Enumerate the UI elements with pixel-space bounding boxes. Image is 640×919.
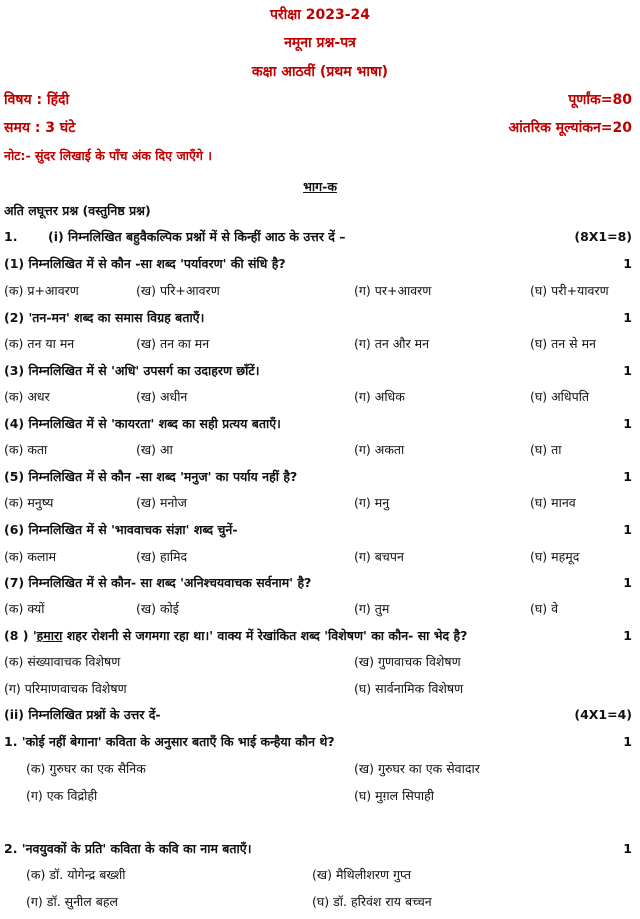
option-a: (क) मनुष्य bbox=[4, 495, 54, 510]
option-c: (ग) अकता bbox=[354, 442, 405, 457]
option-a: (क) अधर bbox=[4, 389, 50, 404]
question-number: 1. bbox=[4, 229, 18, 244]
option-a: (क) कलाम bbox=[4, 549, 57, 564]
note: नोट:- सुंदर लिखाई के पाँच अंक दिए जाएँगे । bbox=[4, 148, 213, 163]
option-b: (ख) मनोज bbox=[136, 495, 187, 510]
mcq-question: (2) 'तन-मन' शब्द का समास विग्रह बताएँ। 1 bbox=[0, 307, 640, 329]
option-a: (क) संख्यावाचक विशेषण bbox=[4, 654, 121, 669]
question-options bbox=[0, 891, 640, 913]
option-c: (ग) अधिक bbox=[354, 389, 405, 404]
class-title: कक्षा आठवीं (प्रथम भाषा) bbox=[251, 64, 389, 80]
mcq-question: (3) निम्नलिखित में से 'अधि' उपसर्ग का उदाहरण छाँटें। 1 bbox=[0, 360, 640, 382]
mcq-question: (1) निम्नलिखित में से कौन -सा शब्द 'पर्यावरण' की संधि है? 1 bbox=[0, 253, 640, 275]
option-d: (घ) सार्वनामिक विशेषण bbox=[354, 681, 464, 696]
option-b: (ख) गुणवाचक विशेषण bbox=[354, 654, 461, 669]
mcq-marks: 1 bbox=[623, 416, 632, 431]
option-b: (ख) हामिद bbox=[136, 549, 188, 564]
option-c: (ग) तुम bbox=[354, 601, 390, 616]
mcq-marks: 1 bbox=[623, 575, 632, 590]
option-b: (ख) तन का मन bbox=[136, 336, 210, 351]
option-b: (ख) कोई bbox=[136, 601, 179, 616]
option-d: (घ) ता bbox=[530, 442, 562, 457]
subject-row bbox=[0, 89, 640, 111]
option-b: (ख) मैथिलीशरण गुप्त bbox=[312, 867, 412, 882]
mcq-options bbox=[0, 439, 640, 461]
mcq-options bbox=[0, 280, 640, 302]
option-d: (घ) मुग़ल सिपाही bbox=[354, 788, 434, 803]
mcq-options bbox=[0, 386, 640, 408]
question-marks: 1 bbox=[623, 734, 632, 749]
option-a: (क) प्र+आवरण bbox=[4, 283, 79, 298]
section-subtitle: अति लघूत्तर प्रश्न (वस्तुनिष्ठ प्रश्न) bbox=[4, 203, 151, 218]
question-1-marks: (8X1=8) bbox=[574, 229, 632, 244]
mcq-question: (7) निम्नलिखित में से कौन- सा शब्द 'अनिश्चयवाचक सर्वनाम' है? 1 bbox=[0, 572, 640, 594]
option-b: (ख) अधीन bbox=[136, 389, 188, 404]
section-title: भाग-क bbox=[303, 179, 337, 194]
option-a: (क) क्यों bbox=[4, 601, 45, 616]
mcq-marks: 1 bbox=[623, 522, 632, 537]
option-d: (घ) परी+यावरण bbox=[530, 283, 609, 298]
option-c: (ग) एक विद्रोही bbox=[26, 788, 98, 803]
option-c: (ग) पर+आवरण bbox=[354, 283, 432, 298]
mcq-question: (6) निम्नलिखित में से 'भाववाचक संज्ञा' शब्द चुनें- 1 bbox=[0, 519, 640, 541]
mcq-marks: 1 bbox=[623, 628, 632, 643]
question-options bbox=[0, 758, 640, 780]
time-row bbox=[0, 117, 640, 139]
option-a: (क) गुरुघर का एक सैनिक bbox=[26, 761, 146, 776]
option-d: (घ) मानव bbox=[530, 495, 576, 510]
option-b: (ख) परि+आवरण bbox=[136, 283, 220, 298]
question-1-text: (i) निम्नलिखित बहुवैकल्पिक प्रश्नों में से किन्हीं आठ के उत्तर दें – bbox=[48, 229, 346, 244]
option-d: (घ) तन से मन bbox=[530, 336, 596, 351]
question-marks: 1 bbox=[623, 841, 632, 856]
option-d: (घ) महमूद bbox=[530, 549, 580, 564]
option-c: (ग) परिमाणवाचक विशेषण bbox=[4, 681, 127, 696]
underlined-word: हमारा bbox=[36, 628, 63, 643]
question-options bbox=[0, 785, 640, 807]
part-2-header bbox=[0, 704, 640, 726]
option-c: (ग) मनु bbox=[354, 495, 390, 510]
question-options bbox=[0, 864, 640, 886]
mcq-question: (8 ) 'हमारा शहर रोशनी से जगमगा रहा था।' वाक्य में रेखांकित शब्द 'विशेषण' का कौन- सा भेद है? 1 bbox=[0, 625, 640, 647]
option-b: (ख) गुरुघर का एक सेवादार bbox=[354, 761, 480, 776]
option-c: (ग) डॉ. सुनील बहल bbox=[26, 894, 118, 909]
mcq-question: (4) निम्नलिखित में से 'कायरता' शब्द का सही प्रत्यय बताएँ। 1 bbox=[0, 413, 640, 435]
option-a: (क) तन या मन bbox=[4, 336, 75, 351]
exam-title: परीक्षा 2023-24 bbox=[269, 7, 371, 23]
option-d: (घ) डॉ. हरिवंश राय बच्चन bbox=[312, 894, 432, 909]
mcq-marks: 1 bbox=[623, 469, 632, 484]
option-c: (ग) तन और मन bbox=[354, 336, 430, 351]
full-marks: पूर्णांक=80 bbox=[568, 92, 632, 108]
subject-label: विषय : हिंदी bbox=[4, 92, 70, 108]
option-a: (क) डॉ. योगेन्द्र बख्शी bbox=[26, 867, 126, 882]
option-d: (घ) वे bbox=[530, 601, 559, 616]
mcq-options bbox=[0, 333, 640, 355]
option-d: (घ) अधिपति bbox=[530, 389, 590, 404]
mcq-options bbox=[0, 651, 640, 673]
short-question: 2. 'नवयुवकों के प्रति' कविता के कवि का नाम बताएँ। 1 bbox=[0, 838, 640, 860]
mcq-marks: 1 bbox=[623, 256, 632, 271]
paper-title: नमूना प्रश्न-पत्र bbox=[284, 35, 356, 51]
option-a: (क) कता bbox=[4, 442, 48, 457]
time-label: समय : 3 घंटे bbox=[4, 120, 76, 136]
mcq-options bbox=[0, 598, 640, 620]
mcq-marks: 1 bbox=[623, 363, 632, 378]
option-c: (ग) बचपन bbox=[354, 549, 404, 564]
mcq-question: (5) निम्नलिखित में से कौन -सा शब्द 'मनुज' का पर्याय नहीं है? 1 bbox=[0, 466, 640, 488]
mcq-marks: 1 bbox=[623, 310, 632, 325]
part-2-marks: (4X1=4) bbox=[574, 707, 632, 722]
mcq-options bbox=[0, 546, 640, 568]
part-2-title: (ii) निम्नलिखित प्रश्नों के उत्तर दें- bbox=[4, 707, 161, 722]
internal-assessment: आंतरिक मूल्यांकन=20 bbox=[508, 120, 632, 136]
option-b: (ख) आ bbox=[136, 442, 173, 457]
mcq-options bbox=[0, 492, 640, 514]
short-question: 1. 'कोई नहीं बेगाना' कविता के अनुसार बताएँ कि भाई कन्हैया कौन थे? 1 bbox=[0, 731, 640, 753]
mcq-options bbox=[0, 678, 640, 700]
question-1-row bbox=[0, 226, 640, 248]
